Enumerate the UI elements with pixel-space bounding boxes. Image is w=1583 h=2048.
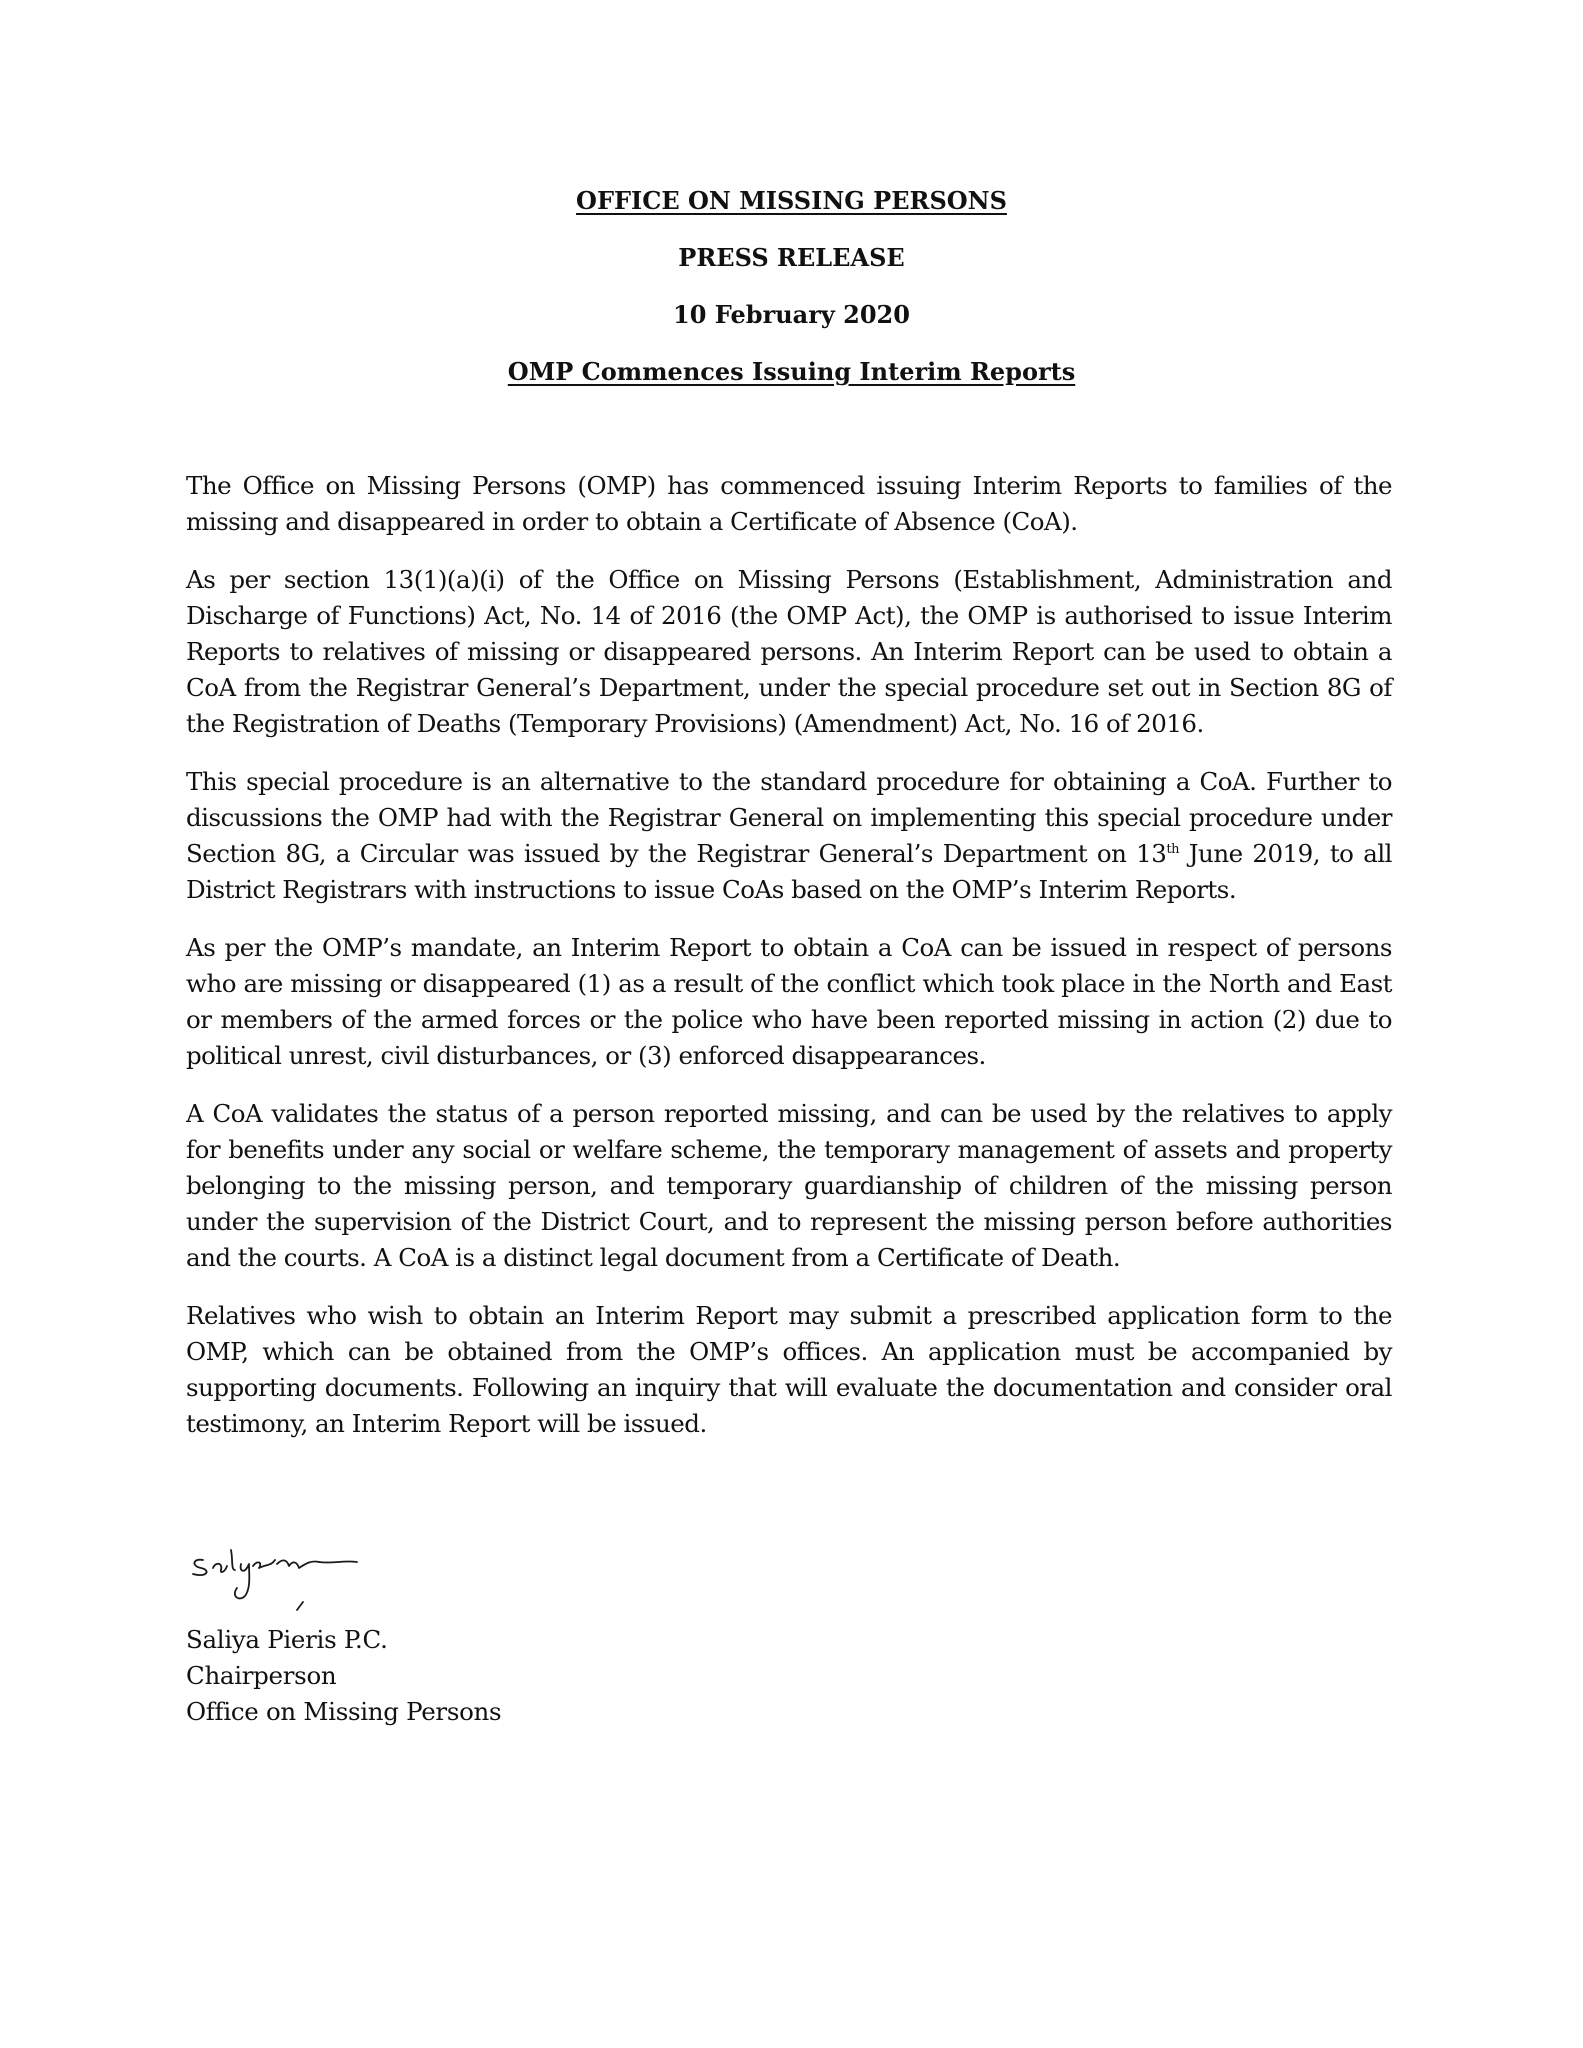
paragraph-6: Relatives who wish to obtain an Interim Report may submit a prescribed application form to the OMP, which can be obtained from the OMP’s offices. An application must be accompanied by supporting documents. Following an inquiry that will evaluate the documentation and consider oral testimony, an Interim Report will be issued.: [186, 1301, 1392, 1438]
paragraph-4: As per the OMP’s mandate, an Interim Report to obtain a CoA can be issued in respect of persons who are missing or disappeared (1) as a result of the conflict which took place in the North and East or members of the armed forces or the police who have been reported missing in action (2) due to political unrest, civil disturbances, or (3) enforced disappearances.: [186, 933, 1392, 1070]
subject-heading: OMP Commences Issuing Interim Reports: [507, 357, 1076, 386]
paragraph-3-part-1: This special procedure is an alternative to the standard procedure for obtaining a CoA. Further to discussions the OMP had with the Registrar General on implementing this special procedure under Section 8G, a Circular was issued by the Registrar General’s Department on 13: [186, 767, 1392, 868]
signatory-name: Saliya Pieris P.C.: [186, 1625, 388, 1654]
signatory-title: Chairperson: [186, 1661, 337, 1690]
office-heading: OFFICE ON MISSING PERSONS: [576, 186, 1007, 215]
paragraph-5: A CoA validates the status of a person reported missing, and can be used by the relatives to apply for benefits under any social or welfare scheme, the temporary management of assets and property belonging to the missing person, and temporary guardianship of children of the missing person under the supervision of the District Court, and to represent the missing person before authorities and the courts. A CoA is a distinct legal document from a Certificate of Death.: [186, 1099, 1392, 1272]
paragraph-2: As per section 13(1)(a)(i) of the Office on Missing Persons (Establishment, Administration and Discharge of Functions) Act, No. 14 of 2016 (the OMP Act), the OMP is authorised to issue Interim Reports to relatives of missing or disappeared persons. An Interim Report can be used to obtain a CoA from the Registrar General’s Department, under the special procedure set out in Section 8G of the Registration of Deaths (Temporary Provisions) (Amendment) Act, No. 16 of 2016.: [186, 565, 1392, 738]
header-block: [0, 186, 1583, 414]
paragraph-3-part-2: June 2019, to all District Registrars with instructions to issue CoAs based on the OMP’s Interim Reports.: [186, 839, 1392, 904]
ordinal-suffix: th: [1166, 841, 1179, 857]
signature-block: [186, 1622, 501, 1730]
date-heading: 10 February 2020: [673, 300, 910, 329]
paragraph-3: [186, 764, 1392, 908]
body-text: [186, 468, 1392, 1464]
signatory-organization: Office on Missing Persons: [186, 1697, 502, 1726]
paragraph-1: The Office on Missing Persons (OMP) has commenced issuing Interim Reports to families of the missing and disappeared in order to obtain a Certificate of Absence (CoA).: [186, 471, 1392, 536]
doc-type-heading: PRESS RELEASE: [678, 243, 905, 272]
signature-icon: [183, 1530, 423, 1620]
